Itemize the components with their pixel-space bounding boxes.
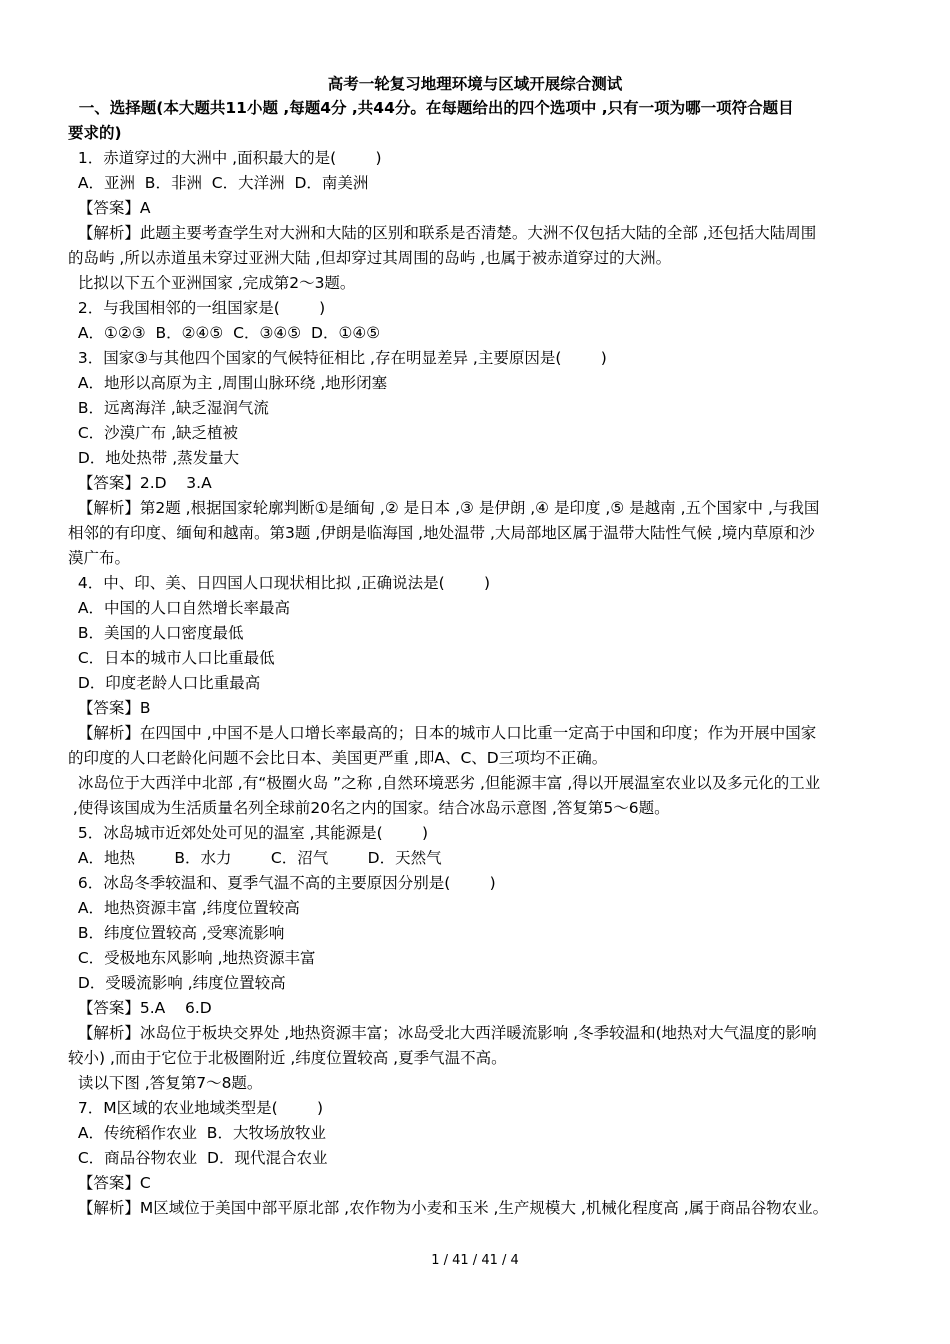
question-6-option-a: A．地热资源丰富 ,纬度位置较高	[68, 899, 300, 917]
section-heading-line-1: 一、选择题(本大题共11小题 ,每题4分 ,共44分。在每题给出的四个选项中 ,只有一项为哪一项符合题目	[68, 99, 794, 117]
analysis-4-line-1: 【解析】在四国中 ,中国不是人口增长率最高的；日本的城市人口比重一定高于中国和印度；作为开展中国家	[68, 724, 817, 742]
analysis-2-3-line-2: 相邻的有印度、缅甸和越南。第3题 ,伊朗是临海国 ,地处温带 ,大局部地区属于温带大陆性气候 ,境内草原和沙	[68, 524, 815, 542]
iceland-intro-line-2: ,使得该国成为生活质量名列全球前20名之内的国家。结合冰岛示意图 ,答复第5～6题。	[68, 799, 670, 817]
instruction-7-8: 读以下图 ,答复第7～8题。	[68, 1074, 263, 1092]
question-4-option-a: A．中国的人口自然增长率最高	[68, 599, 290, 617]
question-3: 3．国家③与其他四个国家的气候特征相比 ,存在明显差异 ,主要原因是( )	[68, 349, 607, 367]
answer-4: 【答案】B	[68, 699, 151, 717]
question-4: 4．中、印、美、日四国人口现状相比拟 ,正确说法是( )	[68, 574, 491, 592]
analysis-4-line-2: 的印度的人口老龄化问题不会比日本、美国更严重 ,即A、C、D三项均不正确。	[68, 749, 608, 767]
instruction-2-3: 比拟以下五个亚洲国家 ,完成第2～3题。	[68, 274, 356, 292]
question-3-option-b: B．远离海洋 ,缺乏湿润气流	[68, 399, 269, 417]
analysis-7: 【解析】M区域位于美国中部平原北部 ,农作物为小麦和玉米 ,生产规模大 ,机械化程度高 ,属于商品谷物农业。	[68, 1199, 829, 1217]
question-6-option-c: C．受极地东风影响 ,地热资源丰富	[68, 949, 316, 967]
answer-1: 【答案】A	[68, 199, 151, 217]
question-6-option-b: B．纬度位置较高 ,受寒流影响	[68, 924, 285, 942]
page-number: 1 / 41 / 41 / 4	[431, 1253, 519, 1268]
question-6: 6．冰岛冬季较温和、夏季气温不高的主要原因分别是( )	[68, 874, 496, 892]
iceland-intro-line-1: 冰岛位于大西洋中北部 ,有“极圈火岛 ”之称 ,自然环境恶劣 ,但能源丰富 ,得以开展温室农业以及多元化的工业	[68, 774, 821, 792]
question-3-option-c: C．沙漠广布 ,缺乏植被	[68, 424, 239, 442]
analysis-1-line-2: 的岛屿 ,所以赤道虽未穿过亚洲大陆 ,但却穿过其周围的岛屿 ,也属于被赤道穿过的大洲。	[68, 249, 672, 267]
question-7: 7．M区域的农业地域类型是( )	[68, 1099, 324, 1117]
question-5: 5．冰岛城市近郊处处可见的温室 ,其能源是( )	[68, 824, 429, 842]
question-3-option-a: A．地形以高原为主 ,周围山脉环绕 ,地形闭塞	[68, 374, 388, 392]
question-1-options: A．亚洲 B．非洲 C．大洋洲 D．南美洲	[68, 174, 369, 192]
question-4-option-c: C．日本的城市人口比重最低	[68, 649, 275, 667]
document-body	[68, 96, 882, 1221]
question-4-option-b: B．美国的人口密度最低	[68, 624, 244, 642]
question-2-options: A．①②③ B．②④⑤ C．③④⑤ D．①④⑤	[68, 324, 381, 342]
question-3-option-d: D．地处热带 ,蒸发量大	[68, 449, 240, 467]
analysis-1-line-1: 【解析】此题主要考查学生对大洲和大陆的区别和联系是否清楚。大洲不仅包括大陆的全部 ,还包括大陆周围	[68, 224, 817, 242]
question-7-options-ab: A．传统稻作农业 B．大牧场放牧业	[68, 1124, 326, 1142]
answer-5-6: 【答案】5.A 6.D	[68, 999, 212, 1017]
analysis-2-3-line-3: 漠广布。	[68, 549, 131, 567]
document-title: 高考一轮复习地理环境与区域开展综合测试	[327, 75, 623, 93]
question-7-options-cd: C．商品谷物农业 D．现代混合农业	[68, 1149, 328, 1167]
question-2: 2．与我国相邻的一组国家是( )	[68, 299, 326, 317]
analysis-5-6-line-2: 较小) ,而由于它位于北极圈附近 ,纬度位置较高 ,夏季气温不高。	[68, 1049, 507, 1067]
section-heading-line-2: 要求的)	[68, 124, 122, 142]
question-1: 1．赤道穿过的大洲中 ,面积最大的是( )	[68, 149, 382, 167]
answer-2-3: 【答案】2.D 3.A	[68, 474, 212, 492]
analysis-2-3-line-1: 【解析】第2题 ,根据国家轮廓判断①是缅甸 ,② 是日本 ,③ 是伊朗 ,④ 是印度 ,⑤ 是越南 ,五个国家中 ,与我国	[68, 499, 820, 517]
question-6-option-d: D．受暖流影响 ,纬度位置较高	[68, 974, 286, 992]
answer-7: 【答案】C	[68, 1174, 151, 1192]
analysis-5-6-line-1: 【解析】冰岛位于板块交界处 ,地热资源丰富；冰岛受北大西洋暖流影响 ,冬季较温和(地热对大气温度的影响	[68, 1024, 817, 1042]
question-4-option-d: D．印度老龄人口比重最高	[68, 674, 261, 692]
question-5-options: A．地热 B．水力 C．沼气 D．天然气	[68, 849, 442, 867]
